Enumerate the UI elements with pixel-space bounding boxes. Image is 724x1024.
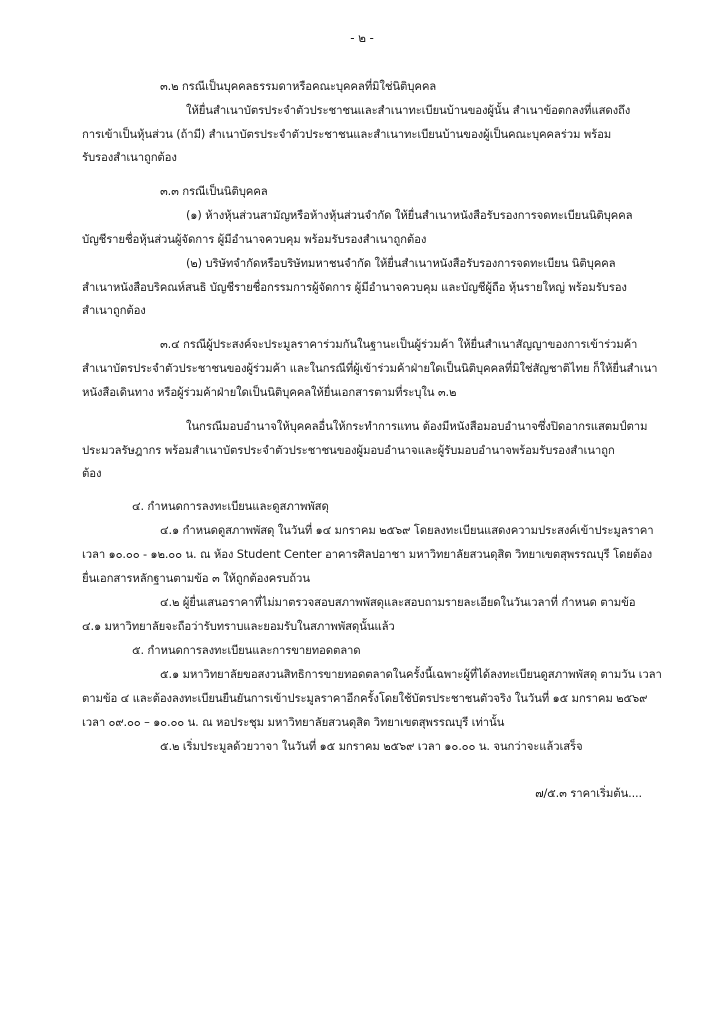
paragraph-line: สำเนาหนังสือบริคณห์สนธิ บัญชีรายชื่อกรรมการผู้จัดการ ผู้มีอำนาจควบคุม และบัญชีผู้ถือ หุ้นรายใหญ่ พร้อมรับรอง bbox=[82, 280, 627, 294]
paragraph-line: บัญชีรายชื่อหุ้นส่วนผู้จัดการ ผู้มีอำนาจควบคุม พร้อมรับรองสำเนาถูกต้อง bbox=[82, 232, 427, 246]
paragraph-line: ๕.๑ มหาวิทยาลัยขอสงวนสิทธิการขายทอดตลาดในครั้งนี้เฉพาะผู้ที่ได้ลงทะเบียนดูสภาพพัสดุ ตามวัน เวลา bbox=[160, 667, 662, 681]
section-5-heading: ๕. กำหนดการลงทะเบียนและการขายทอดตลาด bbox=[132, 643, 361, 657]
paragraph-line: สำเนาถูกต้อง bbox=[82, 303, 146, 317]
paragraph-line: สำเนาบัตรประจำตัวประชาชนของผู้ร่วมค้า และในกรณีที่ผู้เข้าร่วมค้าฝ่ายใดเป็นนิติบุคคลที่มิใช่สัญชาติไทย ก็ให้ยื่นสำเนา bbox=[82, 361, 658, 375]
paragraph-line: ต้อง bbox=[82, 466, 102, 480]
paragraph-line: ให้ยื่นสำเนาบัตรประจำตัวประชาชนและสำเนาทะเบียนบ้านของผู้นั้น สำเนาข้อตกลงที่แสดงถึง bbox=[186, 103, 631, 117]
paragraph-line: หนังสือเดินทาง หรือผู้ร่วมค้าฝ่ายใดเป็นนิติบุคคลให้ยื่นเอกสารตามที่ระบุใน ๓.๒ bbox=[82, 385, 457, 399]
paragraph-line: เวลา ๐๙.๐๐ – ๑๐.๐๐ น. ณ หอประชุม มหาวิทยาลัยสวนดุสิต วิทยาเขตสุพรรณบุรี เท่านั้น bbox=[82, 715, 505, 729]
section-3-3-heading: ๓.๓ กรณีเป็นนิติบุคคล bbox=[160, 184, 268, 198]
paragraph-line: เวลา ๑๐.๐๐ - ๑๒.๐๐ น. ณ ห้อง Student Center อาคารศิลปอาชา มหาวิทยาลัยสวนดุสิต วิทยาเขตสุพรรณบุรี โดยต้อง bbox=[82, 547, 653, 561]
paragraph-line: ในกรณีมอบอำนาจให้บุคคลอื่นให้กระทำการแทน ต้องมีหนังสือมอบอำนาจซึ่งปิดอากรแสตมป์ตาม bbox=[186, 419, 648, 433]
paragraph-line: ประมวลรัษฎากร พร้อมสำเนาบัตรประจำตัวประชาชนของผู้มอบอำนาจและผู้รับมอบอำนาจพร้อมรับรองสำเนาถูก bbox=[82, 443, 615, 457]
paragraph-line: การเข้าเป็นหุ้นส่วน (ถ้ามี) สำเนาบัตรประจำตัวประชาชนและสำเนาทะเบียนบ้านของผู้เป็นคณะบุคคลร่วม พร้อม bbox=[82, 127, 612, 141]
paragraph-line: ๔.๒ ผู้ยื่นเสนอราคาที่ไม่มาตรวจสอบสภาพพัสดุและสอบถามรายละเอียดในวันเวลาที่ กำหนด ตามข้อ bbox=[160, 595, 636, 609]
section-4-heading: ๔. กำหนดการลงทะเบียนและดูสภาพพัสดุ bbox=[132, 499, 329, 513]
paragraph-line: ๕.๒ เริ่มประมูลด้วยวาจา ในวันที่ ๑๕ มกราคม ๒๕๖๙ เวลา ๑๐.๐๐ น. จนกว่าจะแล้วเสร็จ bbox=[160, 739, 583, 753]
paragraph-line: รับรองสำเนาถูกต้อง bbox=[82, 150, 177, 164]
paragraph-line: ๔.๑ กำหนดดูสภาพพัสดุ ในวันที่ ๑๔ มกราคม ๒๕๖๙ โดยลงทะเบียนแสดงความประสงค์เข้าประมูลราคา bbox=[160, 523, 654, 537]
section-3-4-heading: ๓.๔ กรณีผู้ประสงค์จะประมูลราคาร่วมกันในฐานะเป็นผู้ร่วมค้า ให้ยื่นสำเนาสัญญาของการเข้าร่วมค้า bbox=[160, 337, 638, 351]
section-3-2-heading: ๓.๒ กรณีเป็นบุคคลธรรมดาหรือคณะบุคคลที่มิใช่นิติบุคคล bbox=[160, 79, 437, 93]
paragraph-line: ยื่นเอกสารหลักฐานตามข้อ ๓ ให้ถูกต้องครบถ้วน bbox=[82, 571, 310, 585]
paragraph-line: (๒) บริษัทจำกัดหรือบริษัทมหาชนจำกัด ให้ยื่นสำเนาหนังสือรับรองการจดทะเบียน นิติบุคคล bbox=[186, 256, 616, 270]
paragraph-line: ๔.๑ มหาวิทยาลัยจะถือว่ารับทราบและยอมรับในสภาพพัสดุนั้นแล้ว bbox=[82, 619, 395, 633]
paragraph-line: (๑) ห้างหุ้นส่วนสามัญหรือห้างหุ้นส่วนจำกัด ให้ยื่นสำเนาหนังสือรับรองการจดทะเบียนนิติบุคคล bbox=[186, 208, 633, 222]
continuation-note: ๗/๕.๓ ราคาเริ่มต้น.... bbox=[535, 786, 642, 800]
page-number: - ๒ - bbox=[350, 31, 374, 45]
paragraph-line: ตามข้อ ๔ และต้องลงทะเบียนยืนยันการเข้าประมูลราคาอีกครั้งโดยใช้บัตรประชาชนตัวจริง ในวันที่ ๑๕ มกราคม ๒๕๖๙ bbox=[82, 691, 648, 705]
